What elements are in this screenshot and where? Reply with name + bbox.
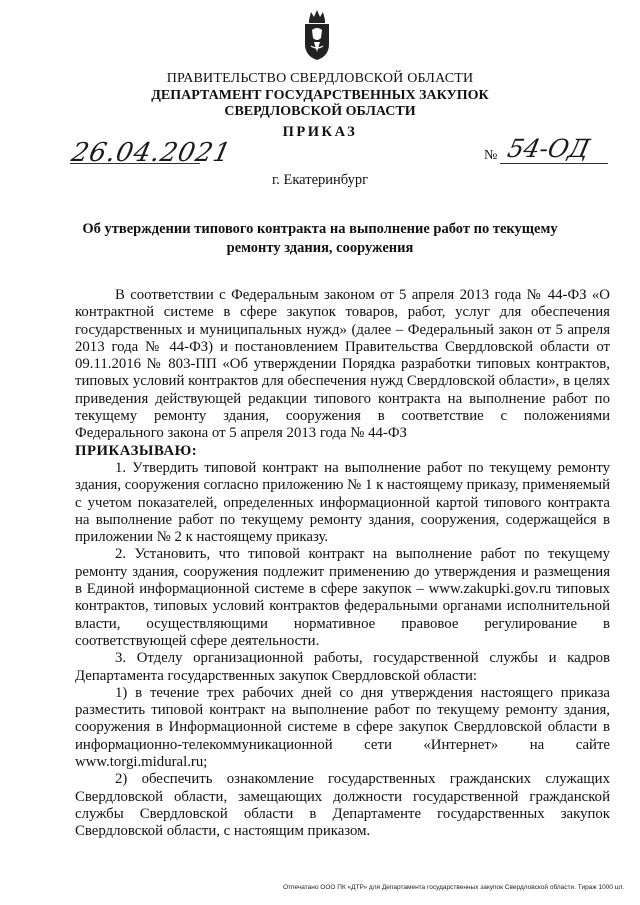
department-name-line1: ДЕПАРТАМЕНТ ГОСУДАРСТВЕННЫХ ЗАКУПОК <box>151 88 489 103</box>
clause-1: 1. Утвердить типовой контракт на выполнение работ по текущему ремонту здания, сооружения согласно приложению № 1 к настоящему приказу, применяемый с учетом показателей, определенных информационной картой типового контракта на выполнение работ по текущему ремонту здания, сооружения, содержащейся в приложении № 2 к настоящему приказу. <box>75 459 610 546</box>
document-date: 26.04.2021 <box>68 138 235 168</box>
clause-3: 3. Отделу организационной работы, государственной службы и кадров Департамента государственных закупок Свердловской области: <box>75 650 610 684</box>
date-underline <box>70 163 200 164</box>
government-name: ПРАВИТЕЛЬСТВО СВЕРДЛОВСКОЙ ОБЛАСТИ <box>166 71 474 86</box>
document-title: Об утверждении типового контракта на выполнение работ по текущему ремонту здания, сооружения <box>82 221 558 256</box>
preamble: В соответствии с Федеральным законом от 5 апреля 2013 года № 44-ФЗ «О контрактной системе в сфере закупок товаров, работ, услуг для обеспечения государственных и муниципальных нужд» (далее – Федеральный закон от 5 апреля 2013 года № 44-ФЗ) и постановлением Правительства Свердловской области от 09.11.2016 № 803-ПП «Об утверждении Порядка разработки типовых контрактов, типовых условий контрактов для обеспечения нужд Свердловской области», в целях приведения действующей редакции типового контракта на выполнение работ по текущему ремонту здания, сооружения в соответствие с положениями Федерального закона от 5 апреля 2013 года № 44-ФЗ <box>75 287 610 442</box>
department-name-line2: СВЕРДЛОВСКОЙ ОБЛАСТИ <box>224 104 416 119</box>
city: г. Екатеринбург <box>271 172 369 188</box>
document-number: 54-ОД <box>504 134 593 163</box>
clause-3-2: 2) обеспечить ознакомление государственных гражданских служащих Свердловской области, замещающих должности государственной гражданской службы Свердловской области в Департаменте государственных закупок Свердловской области, с настоящим приказом. <box>75 771 610 840</box>
number-label: № <box>484 148 498 163</box>
print-footer: Отпечатано ООО ПК «ДТР» для Департамента государственных закупок Свердловской области. Тираж 1000 шт. <box>282 884 624 891</box>
clause-2: 2. Установить, что типовой контракт на выполнение работ по текущему ремонту здания, сооружения подлежит применению до утверждения и размещения в Единой информационной системе в сфере закупок – www.zakupki.gov.ru типовых контрактов, типовых условий контрактов федеральными органами исполнительной власти, осуществляющими нормативное правовое регулирование в соответствующей сфере деятельности. <box>75 546 610 649</box>
order-word: ПРИКАЗЫВАЮ: <box>75 442 198 459</box>
document-body <box>75 287 610 841</box>
number-underline <box>500 163 608 164</box>
document-type: ПРИКАЗ <box>282 124 358 140</box>
clause-3-1: 1) в течение трех рабочих дней со дня утверждения настоящего приказа разместить типовой контракт на выполнение работ по текущему ремонту здания, сооружения в Информационной системе в сфере закупок Свердловской области в информационно-телекоммуникационной сети «Интернет» на сайте www.torgi.midural.ru; <box>75 684 610 771</box>
coat-of-arms-icon <box>300 8 334 62</box>
